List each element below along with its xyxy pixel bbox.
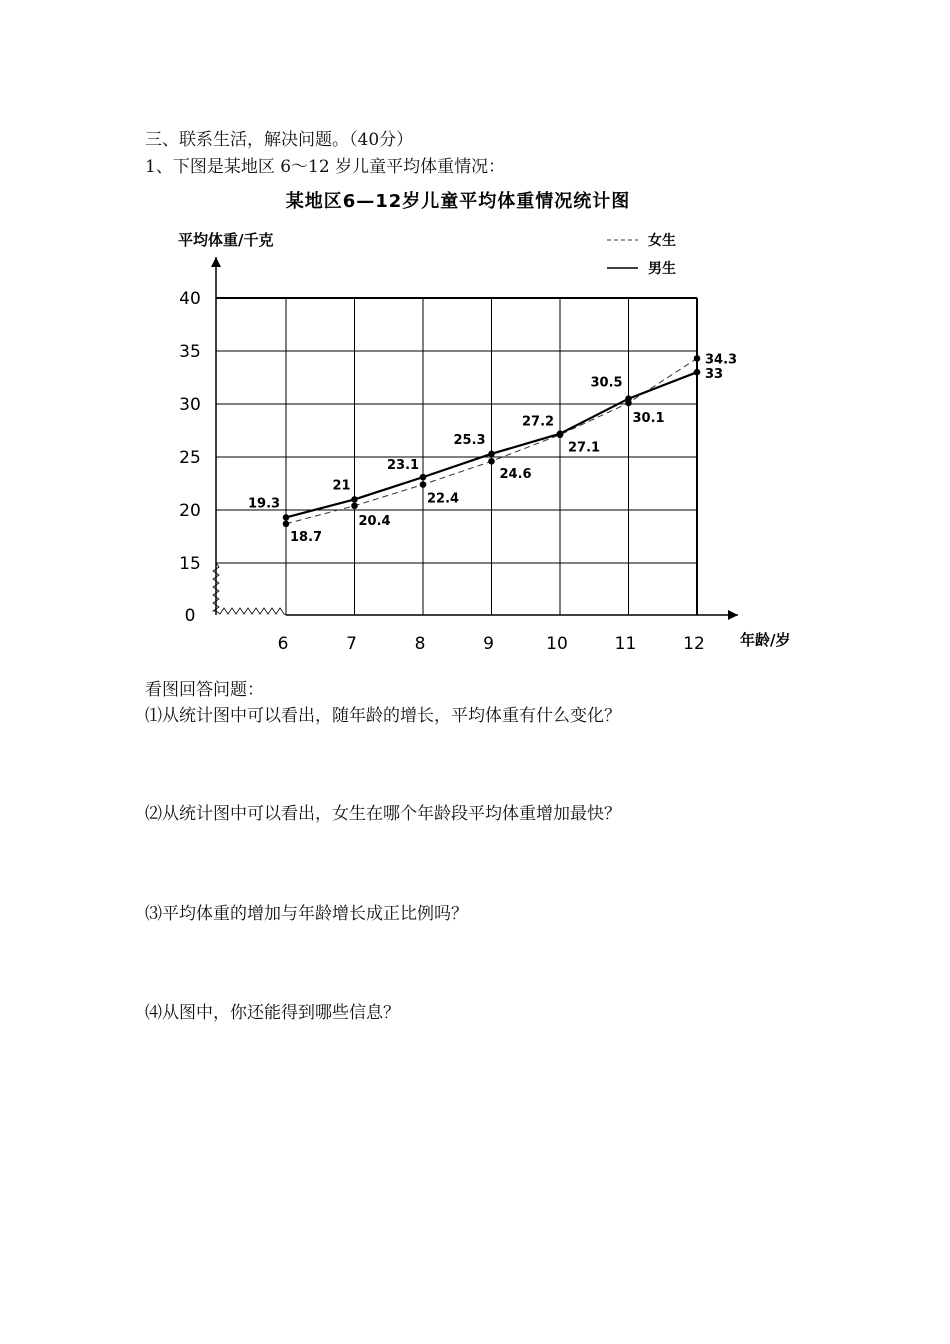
y-tick-label-0: 0 <box>184 606 196 626</box>
data-point-boys-6 <box>283 514 290 521</box>
x-tick-labels <box>278 634 705 654</box>
legend <box>607 232 676 277</box>
x-tick-label-8: 8 <box>414 634 426 654</box>
data-label-boys-8: 23.1 <box>387 458 420 474</box>
data-point-boys-11 <box>625 395 632 402</box>
question-2: ⑵从统计图中可以看出，女生在哪个年龄段平均体重增加最快？ <box>145 804 621 824</box>
data-point-boys-12 <box>694 369 701 376</box>
question-3: ⑶平均体重的增加与年龄增长成正比例吗？ <box>145 904 468 924</box>
data-label-girls-10: 27.1 <box>568 440 601 456</box>
data-label-girls-9: 24.6 <box>499 467 532 483</box>
x-tick-label-7: 7 <box>346 634 357 654</box>
data-label-boys-9: 25.3 <box>453 432 486 448</box>
data-label-boys-12: 33 <box>705 367 724 383</box>
data-point-girls-7 <box>351 502 358 509</box>
data-label-girls-11: 30.1 <box>632 410 665 426</box>
data-point-boys-7 <box>351 496 358 503</box>
data-point-girls-9 <box>488 458 495 465</box>
x-axis-break <box>216 608 286 615</box>
y-axis-arrow <box>211 257 221 267</box>
data-label-girls-12: 34.3 <box>705 352 738 368</box>
x-axis-label: 年龄/岁 <box>740 631 791 649</box>
section-heading: 三、联系生活，解决问题。（40分） <box>145 130 414 150</box>
x-tick-label-6: 6 <box>277 634 289 654</box>
x-tick-label-10: 10 <box>546 634 568 654</box>
x-tick-label-9: 9 <box>483 634 494 654</box>
problem-intro: 1、下图是某地区 6～12 岁儿童平均体重情况： <box>145 157 506 177</box>
legend-label-girls: 女生 <box>648 233 676 249</box>
answer-prompt: 看图回答问题： <box>145 680 264 700</box>
y-tick-label-20: 20 <box>179 501 201 521</box>
y-tick-label-15: 15 <box>179 554 201 574</box>
x-tick-label-12: 12 <box>683 634 705 654</box>
data-point-boys-8 <box>420 474 427 481</box>
x-axis-arrow <box>728 610 738 620</box>
y-axis-label: 平均体重/千克 <box>178 231 274 249</box>
y-tick-label-25: 25 <box>179 448 201 468</box>
x-tick-label-11: 11 <box>614 634 637 654</box>
legend-label-boys: 男生 <box>648 261 676 277</box>
data-point-girls-8 <box>420 481 427 488</box>
y-tick-labels <box>179 289 201 626</box>
chart-title: 某地区6—12岁儿童平均体重情况统计图 <box>285 191 631 212</box>
y-tick-label-35: 35 <box>179 342 201 362</box>
data-label-girls-8: 22.4 <box>427 491 460 507</box>
y-tick-label-30: 30 <box>179 395 201 415</box>
data-label-boys-7: 21 <box>332 478 351 494</box>
chart-series <box>248 352 737 544</box>
data-label-girls-6: 18.7 <box>290 529 323 545</box>
y-tick-label-40: 40 <box>179 289 201 309</box>
data-point-boys-10 <box>557 430 564 437</box>
data-point-girls-12 <box>694 355 701 362</box>
data-point-boys-9 <box>488 451 495 458</box>
data-label-boys-6: 19.3 <box>248 496 281 512</box>
weight-line-chart <box>160 185 820 665</box>
chart-grid <box>216 298 697 615</box>
data-point-girls-6 <box>283 520 290 527</box>
data-label-boys-10: 27.2 <box>522 414 555 430</box>
question-1: ⑴从统计图中可以看出，随年龄的增长，平均体重有什么变化？ <box>145 706 621 726</box>
data-label-girls-7: 20.4 <box>358 513 391 529</box>
question-4: ⑷从图中，你还能得到哪些信息？ <box>145 1003 400 1023</box>
data-label-boys-11: 30.5 <box>590 375 623 391</box>
